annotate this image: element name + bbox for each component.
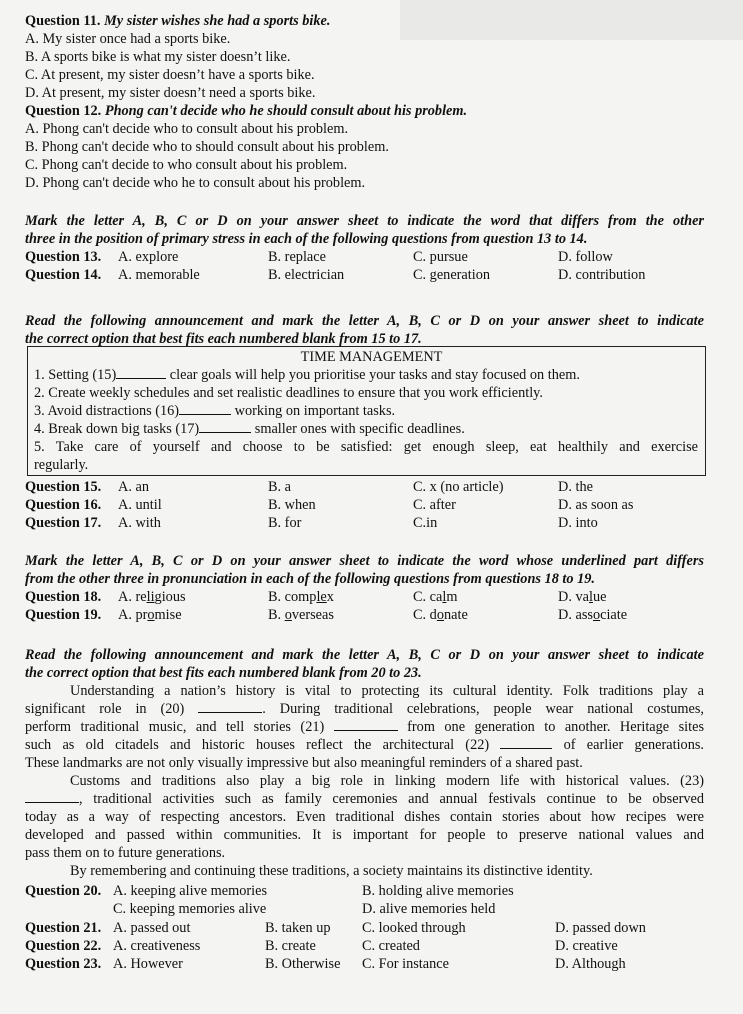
word-part: gious	[154, 589, 186, 605]
option-b: B. A sports bike is what my sister doesn’t like.	[25, 49, 291, 65]
passage-p1-line5: These landmarks are not only visually impressive but also meaningful reminders of a shared past.	[25, 755, 583, 771]
q15-option-c: C. x (no article)	[413, 479, 504, 495]
option-c: C. At present, my sister doesn’t have a sports bike.	[25, 67, 315, 83]
underlined-part: o	[436, 607, 444, 623]
q22-option-a: A. creativeness	[113, 938, 201, 954]
passage-p2-line2	[25, 790, 704, 808]
q20-option-b: B. holding alive memories	[362, 883, 514, 899]
q15-option-b: B. a	[268, 479, 292, 495]
q13-option-c: C. pursue	[413, 249, 468, 265]
word-part: x	[326, 589, 334, 605]
question-16-label: Question 16.	[25, 497, 102, 513]
q18-option-a	[118, 588, 186, 606]
q20-option-d: D. alive memories held	[362, 901, 496, 917]
q22-option-c: C. created	[362, 938, 420, 954]
passage-p2-line3: today as a way of respecting ancestors. Even traditional dishes contain stories about how recipes were	[25, 809, 704, 825]
option-c: C. Phong can't decide to who consult about his problem.	[25, 157, 348, 173]
blank-15	[116, 366, 166, 379]
question-18-label: Question 18.	[25, 589, 102, 605]
q18-option-d	[558, 588, 606, 606]
pronunciation-instruction-line1: Mark the letter A, B, C or D on your answer sheet to indicate the word whose underlined part differs	[25, 553, 704, 569]
passage-text: , traditional activities such as family ceremonies and annual festivals continue to be observed	[79, 791, 704, 807]
passage-p1-line2	[25, 700, 704, 718]
q23-option-d: D. Although	[555, 956, 626, 972]
stress-instruction-line1: Mark the letter A, B, C or D on your answer sheet to indicate the word that differs from the other	[25, 213, 704, 229]
q20-option-c: C. keeping memories alive	[113, 901, 267, 917]
blank-22	[500, 736, 552, 749]
word-part: nate	[444, 607, 468, 623]
blank-20	[198, 700, 262, 713]
q14-option-b: B. electrician	[268, 267, 345, 283]
passage-p2-line5: pass them on to future generations.	[25, 845, 226, 861]
q14-option-d: D. contribution	[558, 267, 646, 283]
q23-option-a: A. However	[113, 956, 183, 972]
question-label: Question 11.	[25, 13, 101, 29]
word-part: ciate	[600, 607, 628, 623]
option-d: D. Phong can't decide who he to consult about his problem.	[25, 175, 366, 191]
question-14-label: Question 14.	[25, 267, 102, 283]
passage-p2-line4: developed and passed within communities. It is important for people to preserve national values and	[25, 827, 704, 843]
word-part: m	[446, 589, 458, 605]
blank-16	[179, 402, 231, 415]
option-a: A. Phong can't decide who to consult about his problem.	[25, 121, 349, 137]
question-23-label: Question 23.	[25, 956, 102, 972]
blank-21	[334, 718, 398, 731]
q17-option-a: A. with	[118, 515, 161, 531]
question-stem: My sister wishes she had a sports bike.	[104, 13, 331, 29]
tip-5-line1: 5. Take care of yourself and choose to be satisfied: get enough sleep, eat healthily and exercise	[34, 439, 698, 455]
q21-option-d: D. passed down	[555, 920, 646, 936]
q14-option-a: A. memorable	[118, 267, 200, 283]
passage-text: . During traditional celebrations, people wear national costumes,	[262, 701, 704, 717]
pronunciation-instruction-line2: from the other three in pronunciation in each of the following questions from questions 18 to 19.	[25, 571, 595, 587]
word-part: D. ass	[558, 607, 593, 623]
box-title: TIME MANAGEMENT	[300, 349, 443, 365]
underlined-part: li	[146, 589, 155, 605]
tip-text: smaller ones with specific deadlines.	[254, 421, 465, 437]
tip-text: 4. Break down big tasks (17)	[34, 421, 200, 437]
passage-text: of earlier generations.	[563, 737, 704, 753]
question-22-label: Question 22.	[25, 938, 102, 954]
passage-p2-line1: Customs and traditions also play a big role in linking modern life with historical values. (23)	[70, 773, 704, 789]
word-part: C. ca	[413, 589, 443, 605]
q15-option-a: A. an	[118, 479, 149, 495]
underlined-part: le	[316, 589, 327, 605]
passage-text: significant role in (20)	[25, 701, 185, 717]
q16-option-a: A. until	[118, 497, 162, 513]
word-part: D. va	[558, 589, 589, 605]
q19-option-b	[268, 606, 334, 624]
word-part: A. re	[118, 589, 147, 605]
tip-text: working on important tasks.	[234, 403, 396, 419]
announcement-instruction-line2: the correct option that best fits each numbered blank from 15 to 17.	[25, 331, 422, 347]
passage-text: such as old citadels and historic houses reflect the architectural (22)	[25, 737, 490, 753]
tip-1	[34, 366, 580, 384]
q17-option-d: D. into	[558, 515, 598, 531]
word-part: B. comp	[268, 589, 317, 605]
announcement-instruction-line1: Read the following announcement and mark the letter A, B, C or D on your answer sheet to indicate	[25, 313, 704, 329]
q17-option-c: C.in	[413, 515, 438, 531]
word-part: mise	[154, 607, 182, 623]
q14-option-c: C. generation	[413, 267, 491, 283]
question-15-label: Question 15.	[25, 479, 102, 495]
underlined-part: o	[592, 607, 601, 623]
q22-option-b: B. create	[265, 938, 316, 954]
q21-option-b: B. taken up	[265, 920, 331, 936]
q16-option-b: B. when	[268, 497, 316, 513]
stress-instruction-line2: three in the position of primary stress in each of the following questions from question 13 to 14.	[25, 231, 588, 247]
question-13-label: Question 13.	[25, 249, 102, 265]
word-part: C. d	[413, 607, 437, 623]
option-b: B. Phong can't decide who to should consult about his problem.	[25, 139, 389, 155]
q22-option-d: D. creative	[555, 938, 618, 954]
blank-17	[199, 420, 251, 433]
q19-option-a	[118, 606, 182, 624]
tip-4	[34, 420, 465, 438]
q16-option-c: C. after	[413, 497, 456, 513]
tip-5-line2: regularly.	[34, 457, 89, 473]
passage-p1-line1: Understanding a nation’s history is vital to protecting its cultural identity. Folk traditions play a	[70, 683, 704, 699]
passage-p3-line1: By remembering and continuing these traditions, a society maintains its distinctive identity.	[70, 863, 593, 879]
question-11-stem	[25, 12, 330, 30]
q19-option-c	[413, 606, 468, 624]
q20-option-a: A. keeping alive memories	[113, 883, 268, 899]
q13-option-d: D. follow	[558, 249, 613, 265]
q19-option-d	[558, 606, 627, 624]
passage-text: from one generation to another. Heritage sites	[407, 719, 705, 735]
question-label: Question 12.	[25, 103, 102, 119]
q15-option-d: D. the	[558, 479, 593, 495]
q13-option-a: A. explore	[118, 249, 179, 265]
question-19-label: Question 19.	[25, 607, 102, 623]
tip-3	[34, 402, 395, 420]
underlined-part: o	[147, 607, 155, 623]
question-17-label: Question 17.	[25, 515, 102, 531]
q23-option-b: B. Otherwise	[265, 956, 341, 972]
blank-23	[25, 790, 79, 803]
tip-text: 1. Setting (15)	[34, 367, 117, 383]
underlined-part: o	[284, 607, 292, 623]
underlined-part: l	[588, 589, 593, 605]
question-20-label: Question 20.	[25, 883, 102, 899]
word-part: verseas	[291, 607, 334, 623]
option-a: A. My sister once had a sports bike.	[25, 31, 231, 47]
tip-2: 2. Create weekly schedules and set realistic deadlines to ensure that you work efficiently.	[34, 385, 543, 401]
passage-p1-line4	[25, 736, 704, 754]
passage-p1-line3	[25, 718, 704, 736]
q13-option-b: B. replace	[268, 249, 326, 265]
option-d: D. At present, my sister doesn’t need a sports bike.	[25, 85, 316, 101]
q18-option-c	[413, 588, 458, 606]
word-part: ue	[592, 589, 607, 605]
q16-option-d: D. as soon as	[558, 497, 634, 513]
underlined-part: l	[442, 589, 447, 605]
passage-instruction-line1: Read the following announcement and mark the letter A, B, C or D on your answer sheet to indicate	[25, 647, 704, 663]
question-stem: Phong can't decide who he should consult about his problem.	[104, 103, 468, 119]
passage-instruction-line2: the correct option that best fits each numbered blank from 20 to 23.	[25, 665, 422, 681]
question-12-stem	[25, 102, 467, 120]
q18-option-b	[268, 588, 334, 606]
question-21-label: Question 21.	[25, 920, 102, 936]
q21-option-a: A. passed out	[113, 920, 191, 936]
q17-option-b: B. for	[268, 515, 302, 531]
tip-text: clear goals will help you prioritise your tasks and stay focused on them.	[169, 367, 580, 383]
word-part: B.	[268, 607, 285, 623]
q23-option-c: C. For instance	[362, 956, 449, 972]
q21-option-c: C. looked through	[362, 920, 466, 936]
scan-shadow	[400, 0, 743, 40]
tip-text: 3. Avoid distractions (16)	[34, 403, 180, 419]
passage-text: perform traditional music, and tell stories (21)	[25, 719, 325, 735]
word-part: A. pr	[118, 607, 148, 623]
